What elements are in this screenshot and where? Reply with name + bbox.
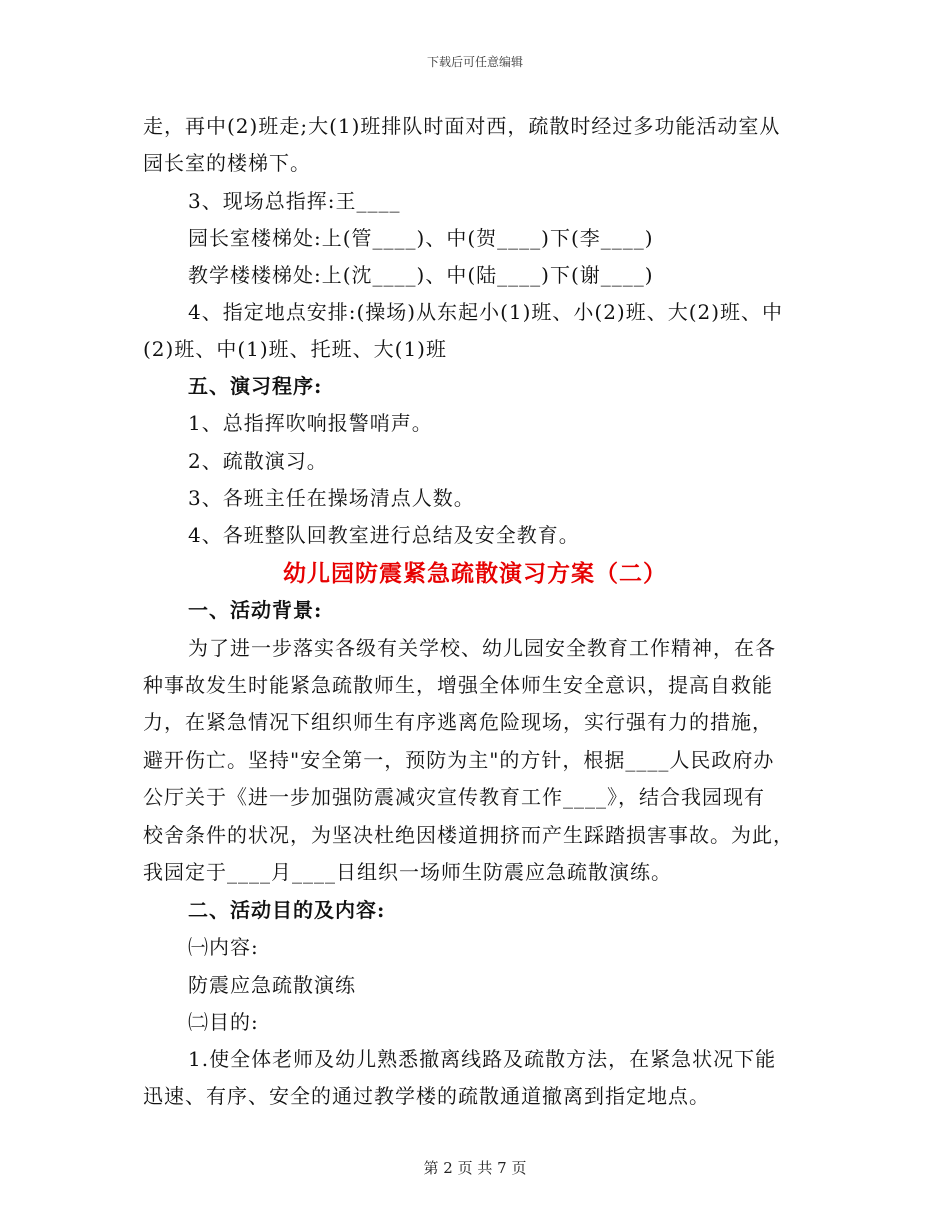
paragraph-line: 4、指定地点安排:(操场)从东起小(1)班、小(2)班、大(2)班、中 — [188, 300, 784, 324]
paragraph-line: 1、总指挥吹响报警哨声。 — [188, 411, 433, 435]
page-header: 下载后可任意编辑 — [426, 55, 523, 69]
paragraph-line: 避开伤亡。坚持"安全第一，预防为主"的方针，根据____人民政府办 — [143, 748, 775, 772]
paragraph-line: ㈡目的: — [188, 1010, 259, 1034]
paragraph-line: 我园定于____月____日组织一场师生防震应急疏散演练。 — [143, 860, 672, 884]
paragraph-line: 校舍条件的状况，为坚决杜绝因楼道拥挤而产生踩踏损害事故。为此， — [143, 823, 794, 847]
paragraph-line: 3、现场总指挥:王____ — [188, 189, 401, 213]
paragraph-line: ㈠内容: — [188, 935, 259, 959]
paragraph-line: 为了进一步落实各级有关学校、幼儿园安全教育工作精神，在各 — [188, 636, 776, 660]
document-title: 幼儿园防震紧急疏散演习方案（二） — [283, 560, 667, 587]
paragraph-line: 4、各班整队回教室进行总结及安全教育。 — [188, 523, 580, 547]
paragraph-line: 公厅关于《进一步加强防震减灾宣传教育工作____》，结合我园现有 — [143, 785, 765, 809]
section-heading: 五、演习程序: — [188, 374, 323, 398]
paragraph-line: 园长室楼梯处:上(管____)、中(贺____)下(李____) — [188, 226, 654, 250]
paragraph-line: 3、各班主任在操场清点人数。 — [188, 486, 475, 510]
paragraph-line: 防震应急疏散演练 — [188, 973, 356, 997]
paragraph-line: 力，在紧急情况下组织师生有序逃离危险现场，实行强有力的措施， — [143, 710, 773, 734]
paragraph-line: 走，再中(2)班走;大(1)班排队时面对西，疏散时经过多功能活动室从 — [143, 114, 781, 138]
paragraph-line: 园长室的楼梯下。 — [143, 151, 311, 175]
paragraph-line: 1.使全体老师及幼儿熟悉撤离线路及疏散方法，在紧急状况下能 — [188, 1047, 777, 1071]
paragraph-line: 迅速、有序、安全的通过教学楼的疏散通道撤离到指定地点。 — [143, 1084, 710, 1108]
paragraph-line: 种事故发生时能紧急疏散师生，增强全体师生安全意识，提高自救能 — [143, 673, 773, 697]
page-footer: 第 2 页 共 7 页 — [423, 1159, 527, 1177]
paragraph-line: 教学楼楼梯处:上(沈____)、中(陆____)下(谢____) — [188, 263, 654, 287]
section-heading: 一、活动背景: — [188, 598, 323, 622]
section-heading: 二、活动目的及内容: — [188, 898, 386, 922]
paragraph-line: 2、疏散演习。 — [188, 449, 328, 473]
paragraph-line: (2)班、中(1)班、托班、大(1)班 — [143, 337, 447, 361]
